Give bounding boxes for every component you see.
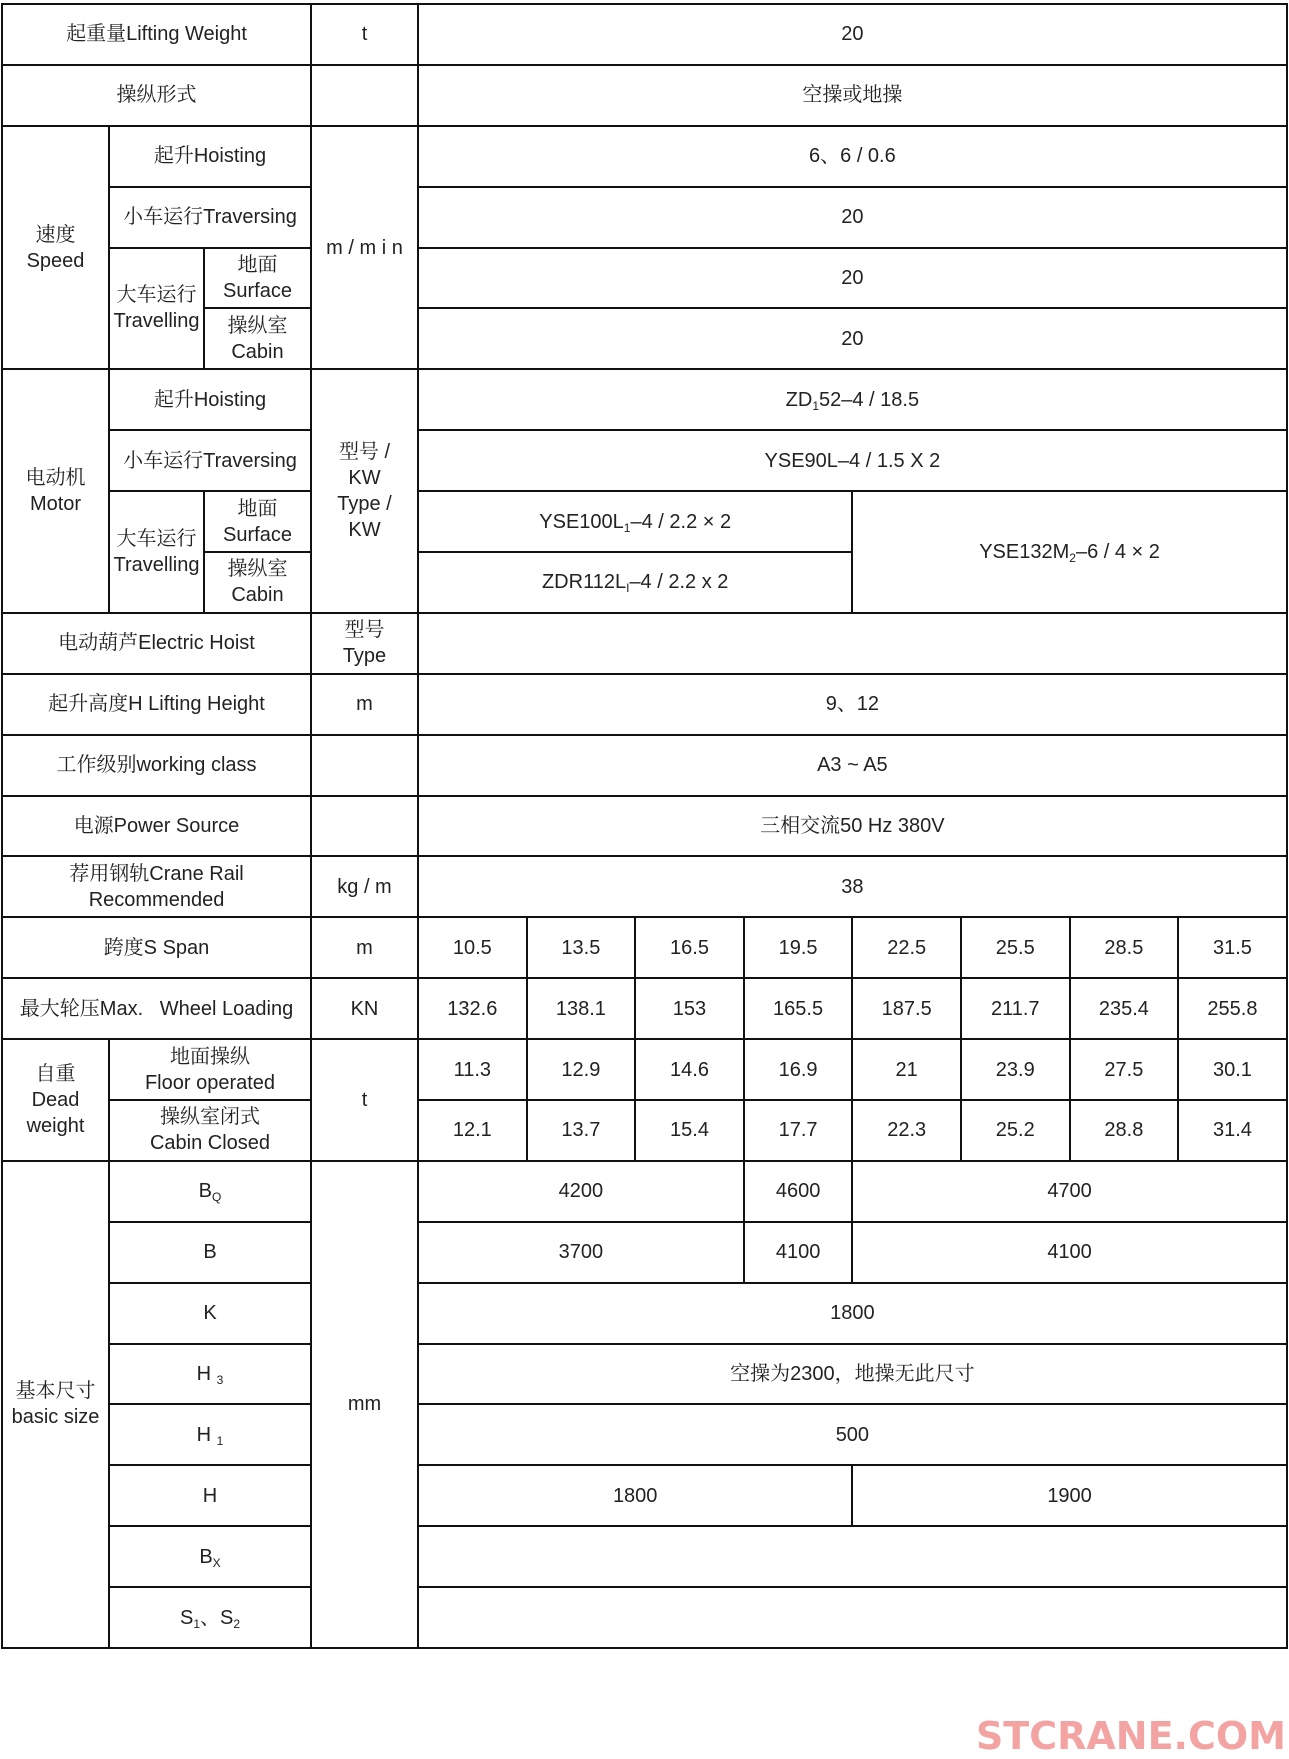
value: 4700 <box>852 1161 1286 1222</box>
unit: m <box>311 674 418 735</box>
value: 500 <box>418 1404 1287 1465</box>
value: $YSE100L_1-4 / 2.2 \times 2$ <box>418 491 852 552</box>
label: $B_X$ <box>109 1526 311 1587</box>
value <box>418 1526 1287 1587</box>
value: 235.4 <box>1070 978 1179 1039</box>
value: 三相交流50 Hz 380V <box>418 796 1287 857</box>
value: $ZD_152-4 / 18.5$ <box>418 369 1287 430</box>
value: 12.9 <box>527 1039 636 1100</box>
value: 1900 <box>852 1465 1286 1526</box>
value: 4200 <box>418 1161 744 1222</box>
unit <box>311 796 418 857</box>
value: 16.5 <box>635 917 744 978</box>
unit: mm <box>311 1161 418 1648</box>
label: H $_1$ <box>109 1404 311 1465</box>
label: 起升Hoisting <box>109 126 311 187</box>
row-dead-weight-floor <box>2 1039 1287 1100</box>
row-speed-hoisting <box>2 126 1287 187</box>
unit <box>311 65 418 126</box>
value: 20 <box>418 187 1287 248</box>
watermark-logo: STCRANE.COM <box>975 1714 1286 1758</box>
value: 空操或地操 <box>418 65 1287 126</box>
row-motor-traversing <box>2 430 1287 491</box>
row-size-s <box>2 1587 1287 1648</box>
label: 操纵室闭式 Cabin Closed <box>109 1100 311 1161</box>
value: 255.8 <box>1178 978 1287 1039</box>
label: 工作级别working class <box>2 735 311 796</box>
value-shared: $YSE132M_2-6 / 4 \times 2$ <box>852 491 1286 613</box>
travelling-label: 大车运行 Travelling <box>109 491 204 613</box>
value: 28.5 <box>1070 917 1179 978</box>
label: 地面 Surface <box>204 248 311 309</box>
value: 12.1 <box>418 1100 527 1161</box>
value: 211.7 <box>961 978 1070 1039</box>
value: 165.5 <box>744 978 853 1039</box>
unit: m / m i n <box>311 126 418 370</box>
row-size-h3 <box>2 1344 1287 1405</box>
label: 荐用钢轨Crane Rail Recommended <box>2 856 311 917</box>
row-operation-mode <box>2 65 1287 126</box>
label: 最大轮压Max. Wheel Loading <box>2 978 311 1039</box>
row-dead-weight-cabin <box>2 1100 1287 1161</box>
basic-size-label: 基本尺寸 basic size <box>2 1161 109 1648</box>
value: 20 <box>418 308 1287 369</box>
row-size-bq <box>2 1161 1287 1222</box>
row-power-source <box>2 796 1287 857</box>
value: 23.9 <box>961 1039 1070 1100</box>
label: 操纵室 Cabin <box>204 552 311 613</box>
label: 起升高度H Lifting Height <box>2 674 311 735</box>
label: 操纵形式 <box>2 65 311 126</box>
value: 19.5 <box>744 917 853 978</box>
motor-label: 电动机 Motor <box>2 369 109 613</box>
label: 小车运行Traversing <box>109 187 311 248</box>
value: 22.3 <box>852 1100 961 1161</box>
label: $B_Q$ <box>109 1161 311 1222</box>
value: 25.5 <box>961 917 1070 978</box>
label: 电源Power Source <box>2 796 311 857</box>
value: 6、6 / 0.6 <box>418 126 1287 187</box>
value: 4100 <box>744 1222 853 1283</box>
label: $S_1$、$S_2$ <box>109 1587 311 1648</box>
row-size-h <box>2 1465 1287 1526</box>
value: 28.8 <box>1070 1100 1179 1161</box>
value: 空操为2300，地操无此尺寸 <box>418 1344 1287 1405</box>
row-crane-rail <box>2 856 1287 917</box>
value: 15.4 <box>635 1100 744 1161</box>
label: 地面 Surface <box>204 491 311 552</box>
label: 电动葫芦Electric Hoist <box>2 613 311 674</box>
unit: KN <box>311 978 418 1039</box>
value: 13.7 <box>527 1100 636 1161</box>
travelling-label: 大车运行 Travelling <box>109 248 204 370</box>
label: 操纵室 Cabin <box>204 308 311 369</box>
label: H $_3$ <box>109 1344 311 1405</box>
value: YSE90L–4 / 1.5 X 2 <box>418 430 1287 491</box>
value <box>418 613 1287 674</box>
unit: 型号 Type <box>311 613 418 674</box>
row-motor-surface <box>2 491 1287 552</box>
value: A3 ~ A5 <box>418 735 1287 796</box>
label: B <box>109 1222 311 1283</box>
label: K <box>109 1283 311 1344</box>
value <box>418 1587 1287 1648</box>
value: 187.5 <box>852 978 961 1039</box>
value: 153 <box>635 978 744 1039</box>
row-size-h1 <box>2 1404 1287 1465</box>
label: 地面操纵 Floor operated <box>109 1039 311 1100</box>
value: 27.5 <box>1070 1039 1179 1100</box>
label: 跨度S Span <box>2 917 311 978</box>
value: 13.5 <box>527 917 636 978</box>
unit: 型号 / KW Type / KW <box>311 369 418 613</box>
unit: t <box>311 1039 418 1161</box>
label: H <box>109 1465 311 1526</box>
value: 17.7 <box>744 1100 853 1161</box>
value: 38 <box>418 856 1287 917</box>
row-motor-hoisting <box>2 369 1287 430</box>
value: 20 <box>418 4 1287 65</box>
value: 138.1 <box>527 978 636 1039</box>
row-electric-hoist <box>2 613 1287 674</box>
value: 21 <box>852 1039 961 1100</box>
label: 小车运行Traversing <box>109 430 311 491</box>
value: 30.1 <box>1178 1039 1287 1100</box>
value: 1800 <box>418 1465 852 1526</box>
value: 9、12 <box>418 674 1287 735</box>
crane-spec-table <box>1 3 1288 1649</box>
speed-label: 速度 Speed <box>2 126 109 370</box>
row-speed-surface <box>2 248 1287 309</box>
row-working-class <box>2 735 1287 796</box>
dead-weight-label: 自重 Dead weight <box>2 1039 109 1161</box>
row-speed-traversing <box>2 187 1287 248</box>
value: $ZDR112L_I-4 / 2.2$ x 2 <box>418 552 852 613</box>
value: 4100 <box>852 1222 1286 1283</box>
value: 14.6 <box>635 1039 744 1100</box>
value: 11.3 <box>418 1039 527 1100</box>
unit <box>311 735 418 796</box>
value: 31.5 <box>1178 917 1287 978</box>
row-wheel-loading <box>2 978 1287 1039</box>
row-lifting-height <box>2 674 1287 735</box>
label: 起升Hoisting <box>109 369 311 430</box>
row-size-bx <box>2 1526 1287 1587</box>
value: 25.2 <box>961 1100 1070 1161</box>
unit: kg / m <box>311 856 418 917</box>
value: 4600 <box>744 1161 853 1222</box>
value: 22.5 <box>852 917 961 978</box>
label: 起重量Lifting Weight <box>2 4 311 65</box>
value: 16.9 <box>744 1039 853 1100</box>
row-size-k <box>2 1283 1287 1344</box>
row-span <box>2 917 1287 978</box>
value: 31.4 <box>1178 1100 1287 1161</box>
unit: m <box>311 917 418 978</box>
unit: t <box>311 4 418 65</box>
row-size-b <box>2 1222 1287 1283</box>
value: 132.6 <box>418 978 527 1039</box>
value: 10.5 <box>418 917 527 978</box>
row-lifting-weight <box>2 4 1287 65</box>
value: 20 <box>418 248 1287 309</box>
value: 1800 <box>418 1283 1287 1344</box>
value: 3700 <box>418 1222 744 1283</box>
